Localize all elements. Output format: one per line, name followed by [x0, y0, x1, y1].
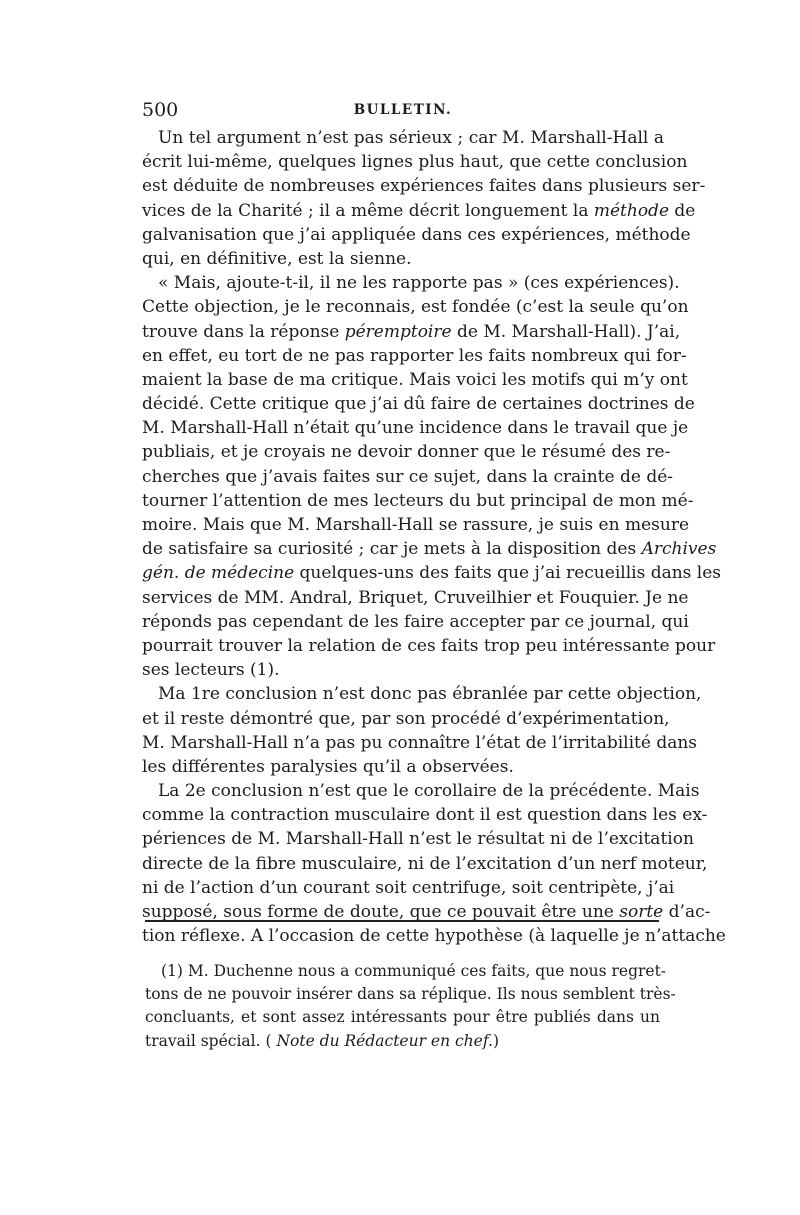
page-header — [142, 99, 664, 125]
body-line: écrit lui-même, quelques lignes plus haut, que cette conclusion — [142, 152, 688, 173]
body-text — [142, 126, 726, 948]
body-line: gén. de médecine quelques-uns des faits que j’ai recueillis dans les — [142, 563, 722, 584]
body-line: les différentes paralysies qu’il a observées. — [142, 756, 514, 777]
italic-text: péremptoire — [344, 321, 452, 342]
body-line: galvanisation que j’ai appliquée dans ces expériences, méthode — [142, 224, 691, 245]
body-line: La 2e conclusion n’est que le corollaire de la précédente. Mais — [158, 781, 700, 802]
body-line: Cette objection, je le reconnais, est fondée (c’est la seule qu’on — [142, 297, 689, 318]
italic-text: Archives — [641, 539, 717, 560]
italic-text: Note du Rédacteur en chef. — [276, 1031, 493, 1050]
body-line: M. Marshall-Hall n’était qu’une incidence dans le travail que je — [142, 418, 689, 439]
body-line: vices de la Charité ; il a même décrit longuement la méthode de — [142, 200, 696, 221]
footnote-line: (1) M. Duchenne nous a communiqué ces faits, que nous regret- — [161, 962, 667, 980]
running-head: BULLETIN. — [353, 102, 453, 118]
body-line: ni de l’action d’un courant soit centrifuge, soit centripète, j’ai — [142, 877, 675, 898]
body-line: pourrait trouver la relation de ces faits trop peu intéressante pour — [142, 635, 716, 656]
body-line: est déduite de nombreuses expériences faites dans plusieurs ser- — [142, 176, 706, 197]
body-line: M. Marshall-Hall n’a pas pu connaître l’état de l’irritabilité dans — [142, 732, 698, 753]
body-line: supposé, sous forme de doute, que ce pouvait être une sorte d’ac- — [142, 902, 711, 922]
body-line: décidé. Cette critique que j’ai dû faire de certaines doctrines de — [142, 394, 695, 415]
italic-text: méthode — [593, 200, 669, 221]
body-line: trouve dans la réponse péremptoire de M. Marshall-Hall). J’ai, — [142, 321, 681, 342]
italic-text: sorte — [619, 902, 664, 922]
body-line: publiais, et je croyais ne devoir donner que le résumé des re- — [142, 442, 671, 463]
body-line: périences de M. Marshall-Hall n’est le résultat ni de l’excitation — [142, 829, 694, 850]
body-line: en effet, eu tort de ne pas rapporter les faits nombreux qui for- — [142, 345, 687, 366]
footnote-line: concluants, et sont assez intéressants pour être publiés dans un — [145, 1008, 660, 1027]
body-line: tion réflexe. A l’occasion de cette hypothèse (à laquelle je n’attache — [142, 926, 726, 947]
body-line: maient la base de ma critique. Mais voici les motifs qui m’y ont — [142, 369, 688, 390]
body-line: Ma 1re conclusion n’est donc pas ébranlée par cette objection, — [158, 684, 702, 705]
body-line: de satisfaire sa curiosité ; car je mets à la disposition des Archives — [142, 539, 717, 560]
body-line: « Mais, ajoute-t-il, il ne les rapporte pas » (ces expériences). — [158, 273, 680, 294]
italic-text: gén. de médecine — [142, 563, 295, 584]
body-line: réponds pas cependant de les faire accepter par ce journal, qui — [142, 611, 689, 632]
body-line: moire. Mais que M. Marshall-Hall se rassure, je suis en mesure — [142, 515, 690, 535]
body-line: tourner l’attention de mes lecteurs du but principal de mon mé- — [142, 490, 694, 511]
footnote-line: travail spécial. ( Note du Rédacteur en chef.) — [145, 1031, 500, 1050]
body-line: directe de la fibre musculaire, ni de l’excitation d’un nerf moteur, — [142, 853, 708, 874]
body-line: services de MM. Andral, Briquet, Cruveilhier et Fouquier. Je ne — [142, 587, 689, 608]
footnote-line: tons de ne pouvoir insérer dans sa réplique. Ils nous semblent très- — [145, 985, 676, 1004]
footnote — [145, 960, 676, 1053]
page-number: 500 — [142, 99, 179, 121]
body-line: ses lecteurs (1). — [142, 660, 280, 681]
body-line: et il reste démontré que, par son procédé d’expérimentation, — [142, 708, 670, 729]
body-line: cherches que j’avais faites sur ce sujet, dans la crainte de dé- — [142, 466, 674, 487]
body-line: comme la contraction musculaire dont il est question dans les ex- — [142, 805, 708, 826]
body-line: Un tel argument n’est pas sérieux ; car M. Marshall-Hall a — [158, 128, 664, 148]
footnote-rule — [145, 920, 659, 922]
body-line: qui, en définitive, est la sienne. — [142, 248, 412, 269]
